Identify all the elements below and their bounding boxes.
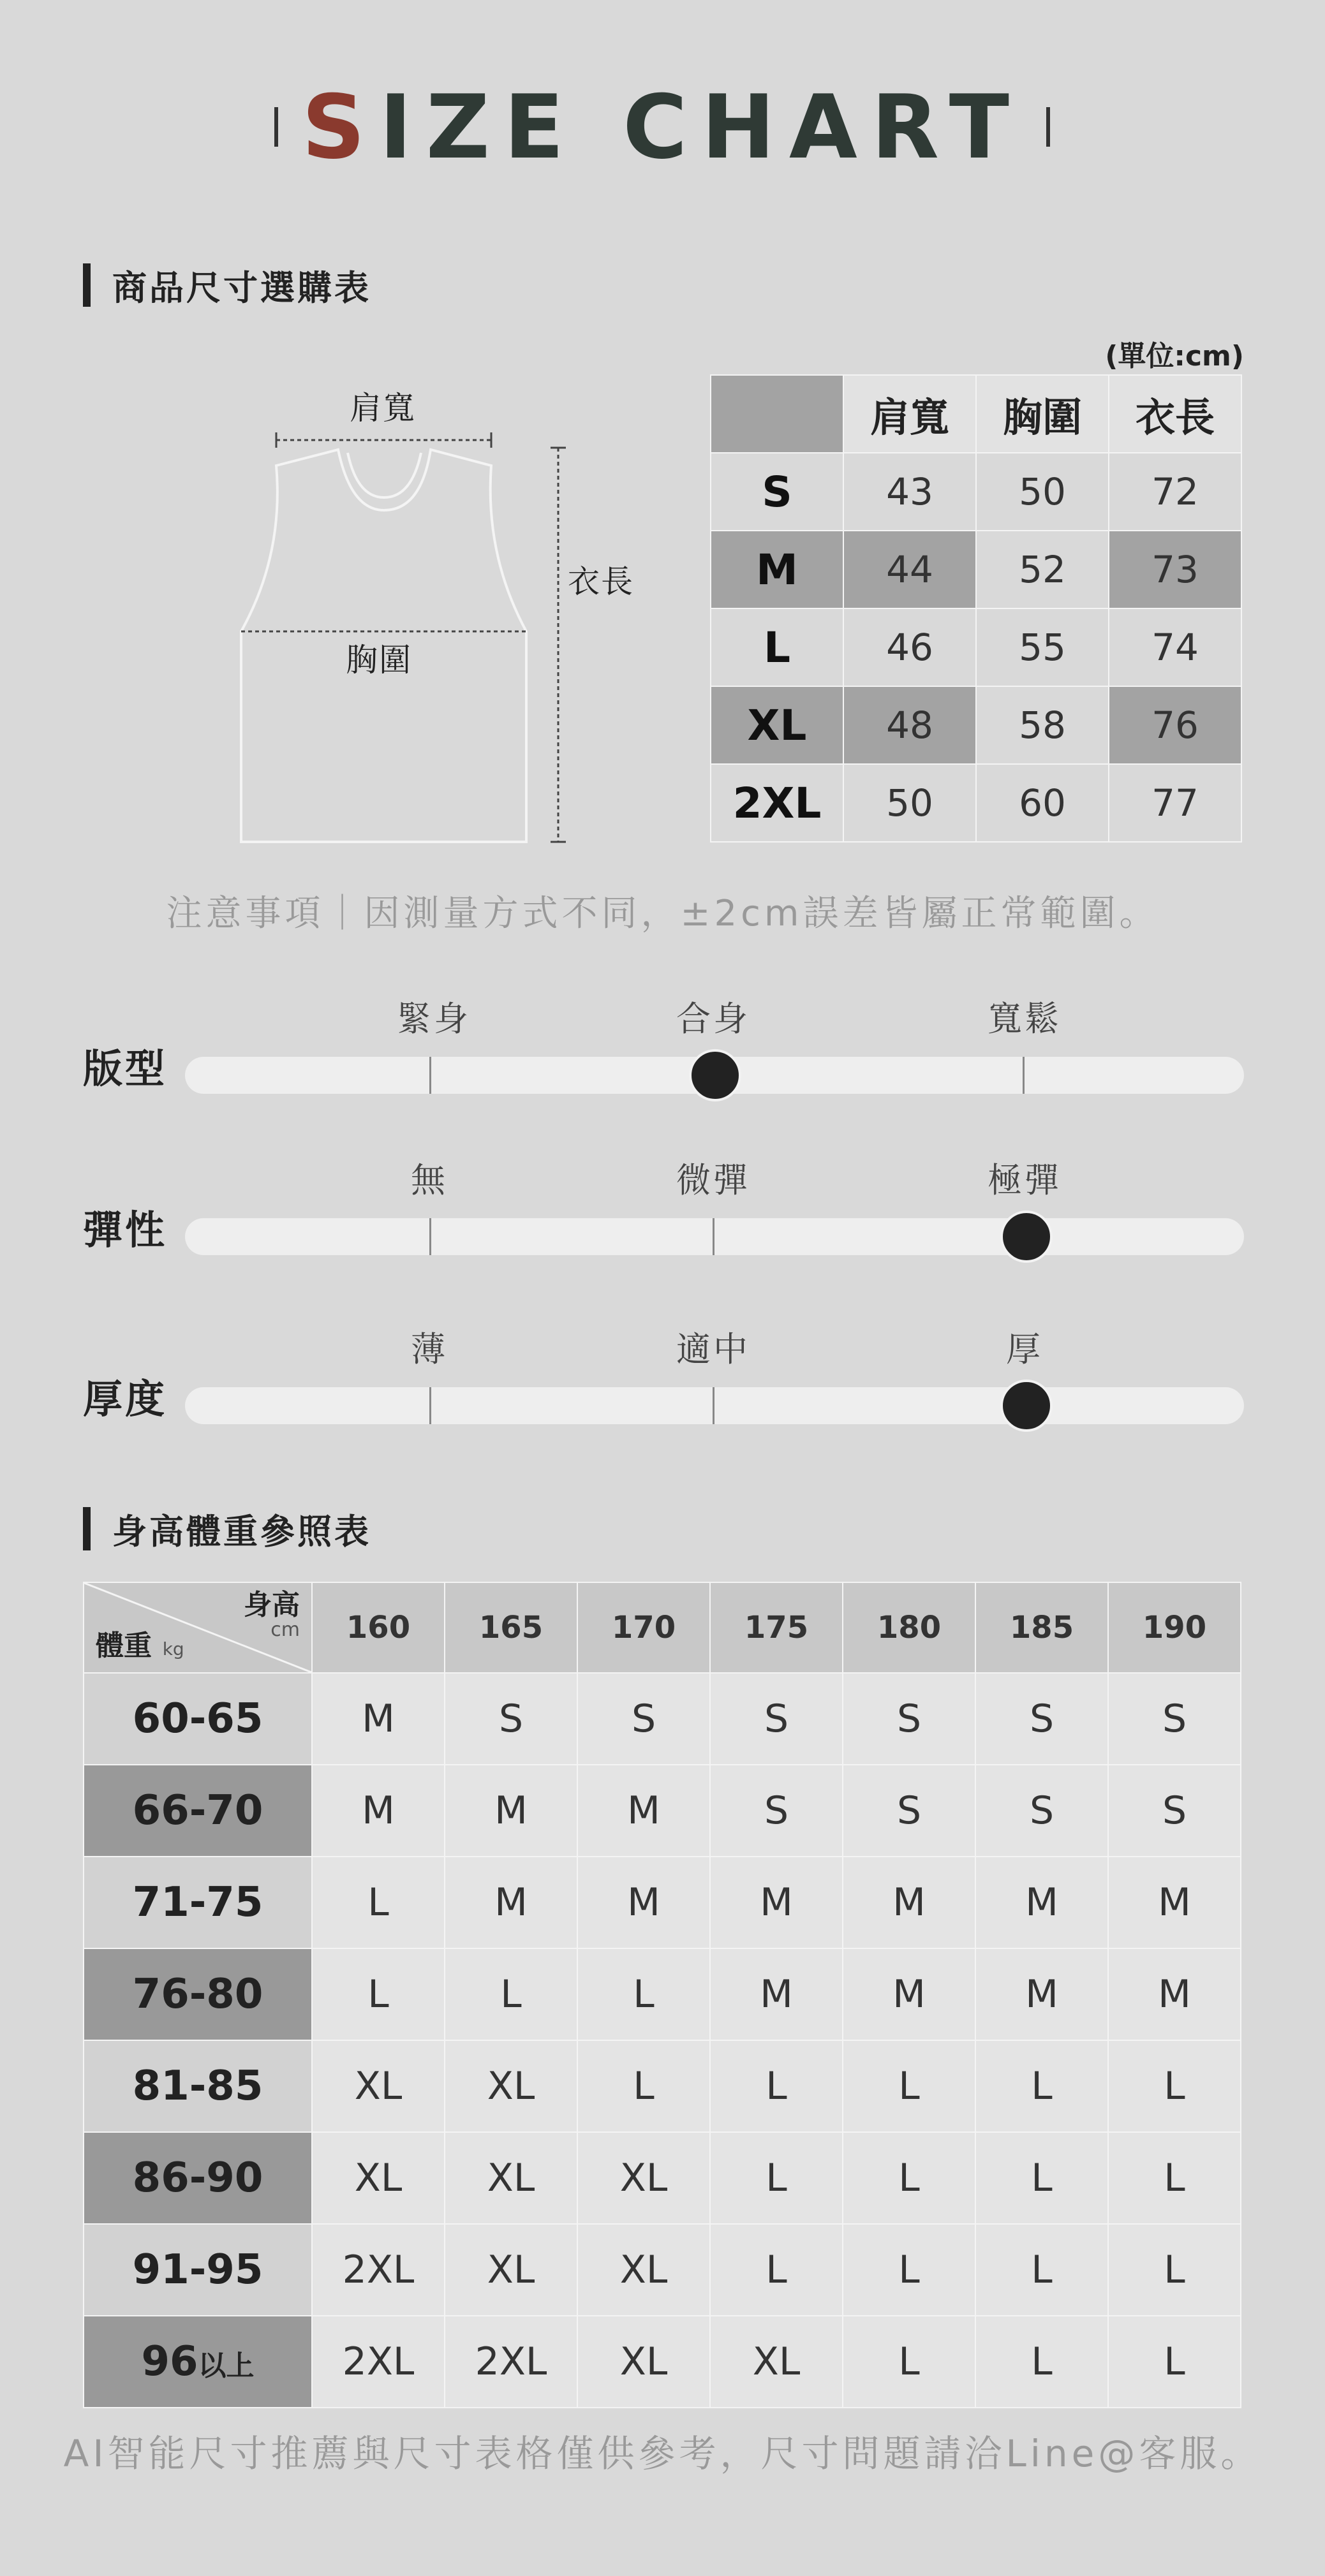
- height-header: 170: [577, 1582, 710, 1673]
- table-cell: 58: [976, 686, 1109, 764]
- size-cell: L: [710, 2132, 843, 2224]
- size-cell: M: [1108, 1857, 1241, 1948]
- weight-label: 86-90: [84, 2132, 312, 2224]
- unit-label: (單位:cm): [1105, 340, 1244, 372]
- height-weight-table-body: [84, 1673, 1241, 2408]
- slider-option: 薄: [411, 1329, 448, 1369]
- table-cell: 43: [843, 453, 976, 531]
- title-divider-right: [1046, 107, 1050, 147]
- size-label: XL: [711, 686, 843, 764]
- table-row: [84, 2040, 1241, 2132]
- size-cell: M: [445, 1857, 577, 1948]
- size-cell: L: [1108, 2132, 1241, 2224]
- size-cell: 2XL: [312, 2316, 445, 2408]
- table-cell: 46: [843, 608, 976, 686]
- header-chest: 胸圍: [976, 375, 1109, 453]
- size-cell: S: [975, 1673, 1108, 1765]
- size-cell: M: [312, 1765, 445, 1857]
- size-cell: S: [710, 1765, 843, 1857]
- size-cell: S: [710, 1673, 843, 1765]
- tank-top-diagram: [236, 383, 670, 848]
- size-cell: L: [710, 2040, 843, 2132]
- section-bar: [83, 1507, 91, 1550]
- size-cell: XL: [577, 2224, 710, 2316]
- size-cell: L: [1108, 2040, 1241, 2132]
- section-heading: 身高體重參照表: [112, 1511, 371, 1552]
- shoulder-label: 肩寬: [350, 390, 416, 427]
- height-header: 180: [843, 1582, 975, 1673]
- slider-option: 緊身: [397, 999, 471, 1039]
- chest-label: 胸圍: [346, 642, 412, 679]
- corner-weight: 體重 kg: [96, 1630, 184, 1662]
- size-cell: 2XL: [312, 2224, 445, 2316]
- size-cell: XL: [445, 2132, 577, 2224]
- weight-label: 81-85: [84, 2040, 312, 2132]
- size-cell: M: [843, 1948, 975, 2040]
- slider-option: 微彈: [676, 1160, 750, 1200]
- slider-knob: [1000, 1211, 1053, 1263]
- slider-option: 厚: [1006, 1329, 1043, 1369]
- table-row: [84, 2132, 1241, 2224]
- table-cell: 55: [976, 608, 1109, 686]
- size-cell: M: [445, 1765, 577, 1857]
- slider-tick: [1023, 1057, 1025, 1094]
- table-cell: 50: [976, 453, 1109, 531]
- size-cell: S: [445, 1673, 577, 1765]
- slider-option: 寬鬆: [988, 999, 1062, 1039]
- size-cell: XL: [445, 2040, 577, 2132]
- size-cell: L: [1108, 2224, 1241, 2316]
- slider-tick: [429, 1218, 431, 1255]
- table-row: [711, 453, 1241, 531]
- height-header: 165: [445, 1582, 577, 1673]
- weight-label: 96以上: [84, 2316, 312, 2408]
- size-cell: L: [843, 2316, 975, 2408]
- slider-track: [185, 1218, 1244, 1255]
- slider-option: 合身: [676, 999, 750, 1039]
- weight-label: 60-65: [84, 1673, 312, 1765]
- weight-label: 76-80: [84, 1948, 312, 2040]
- title-text: SIZE CHART: [302, 76, 1023, 179]
- size-cell: S: [577, 1673, 710, 1765]
- size-label: M: [711, 531, 843, 608]
- slider-track: [185, 1057, 1244, 1094]
- weight-label: 91-95: [84, 2224, 312, 2316]
- table-row: [711, 608, 1241, 686]
- height-header: 160: [312, 1582, 445, 1673]
- size-cell: M: [577, 1857, 710, 1948]
- table-row: [711, 686, 1241, 764]
- table-cell: 48: [843, 686, 976, 764]
- table-cell: 73: [1109, 531, 1241, 608]
- size-cell: L: [975, 2040, 1108, 2132]
- size-cell: L: [843, 2224, 975, 2316]
- size-cell: L: [445, 1948, 577, 2040]
- size-cell: XL: [445, 2224, 577, 2316]
- size-cell: S: [975, 1765, 1108, 1857]
- size-cell: XL: [577, 2132, 710, 2224]
- table-cell: 50: [843, 764, 976, 842]
- slider-tick: [713, 1387, 714, 1424]
- product-size-section-header: [83, 263, 371, 307]
- table-cell: 44: [843, 531, 976, 608]
- size-cell: XL: [312, 2040, 445, 2132]
- slider-label: 厚度: [83, 1376, 168, 1422]
- table-cell: 77: [1109, 764, 1241, 842]
- table-cell: 60: [976, 764, 1109, 842]
- table-row: [711, 531, 1241, 608]
- table-cell: 72: [1109, 453, 1241, 531]
- size-cell: M: [1108, 1948, 1241, 2040]
- section-heading: 商品尺寸選購表: [112, 267, 371, 308]
- height-weight-table: [83, 1582, 1241, 2408]
- table-cell: 74: [1109, 608, 1241, 686]
- section-bar: [83, 263, 91, 307]
- tank-top-icon: [236, 383, 670, 848]
- height-header: 185: [975, 1582, 1108, 1673]
- slider-knob: [1000, 1380, 1053, 1432]
- size-cell: 2XL: [445, 2316, 577, 2408]
- size-cell: M: [710, 1857, 843, 1948]
- height-header: 190: [1108, 1582, 1241, 1673]
- size-cell: L: [1108, 2316, 1241, 2408]
- measurement-note: 注意事項｜因測量方式不同，±2cm誤差皆屬正常範圍。: [166, 893, 1159, 934]
- size-cell: M: [843, 1857, 975, 1948]
- size-cell: XL: [710, 2316, 843, 2408]
- size-cell: S: [1108, 1673, 1241, 1765]
- size-cell: M: [312, 1673, 445, 1765]
- table-header-row: [711, 375, 1241, 453]
- size-label: 2XL: [711, 764, 843, 842]
- size-label: S: [711, 453, 843, 531]
- page-title: [0, 77, 1325, 179]
- table-row: [84, 1948, 1241, 2040]
- slider-option: 無: [411, 1160, 448, 1200]
- size-cell: S: [1108, 1765, 1241, 1857]
- size-cell: L: [975, 2224, 1108, 2316]
- corner-height: 身高 cm: [244, 1589, 300, 1642]
- table-row: [84, 2316, 1241, 2408]
- slider-label: 彈性: [83, 1207, 168, 1253]
- elasticity-slider: [83, 1153, 1244, 1262]
- slider-track: [185, 1387, 1244, 1424]
- slider-option: 極彈: [988, 1160, 1062, 1200]
- slider-label: 版型: [83, 1045, 168, 1092]
- size-cell: L: [710, 2224, 843, 2316]
- size-cell: XL: [312, 2132, 445, 2224]
- table-row: [84, 2224, 1241, 2316]
- header-length: 衣長: [1109, 375, 1241, 453]
- table-cell: 76: [1109, 686, 1241, 764]
- table-row: [84, 1857, 1241, 1948]
- table-row: [84, 1765, 1241, 1857]
- measurement-table: [710, 374, 1242, 843]
- size-cell: M: [710, 1948, 843, 2040]
- weight-label: 71-75: [84, 1857, 312, 1948]
- table-row: [84, 1673, 1241, 1765]
- fit-slider: [83, 992, 1244, 1100]
- size-cell: M: [975, 1948, 1108, 2040]
- slider-tick: [429, 1057, 431, 1094]
- table-corner: [84, 1582, 312, 1673]
- size-cell: L: [975, 2316, 1108, 2408]
- table-cell: 52: [976, 531, 1109, 608]
- footer-note: AI智能尺寸推薦與尺寸表格僅供參考，尺寸問題請洽Line@客服。: [63, 2432, 1262, 2475]
- height-header: 175: [710, 1582, 843, 1673]
- slider-option: 適中: [676, 1329, 750, 1369]
- slider-knob: [689, 1049, 741, 1101]
- size-cell: XL: [577, 2316, 710, 2408]
- size-cell: L: [843, 2132, 975, 2224]
- size-cell: L: [843, 2040, 975, 2132]
- size-cell: L: [312, 1857, 445, 1948]
- size-cell: L: [577, 1948, 710, 2040]
- size-cell: L: [975, 2132, 1108, 2224]
- weight-label: 66-70: [84, 1765, 312, 1857]
- size-cell: L: [312, 1948, 445, 2040]
- table-row: [711, 764, 1241, 842]
- slider-tick: [713, 1218, 714, 1255]
- size-cell: M: [577, 1765, 710, 1857]
- thickness-slider: [83, 1322, 1244, 1431]
- length-label: 衣長: [568, 563, 634, 600]
- height-weight-section-header: [83, 1506, 371, 1551]
- size-label: L: [711, 608, 843, 686]
- size-cell: L: [577, 2040, 710, 2132]
- table-header-row: [84, 1582, 1241, 1673]
- size-cell: S: [843, 1673, 975, 1765]
- header-shoulder: 肩寬: [843, 375, 976, 453]
- header-blank: [711, 375, 843, 453]
- slider-tick: [429, 1387, 431, 1424]
- size-cell: S: [843, 1765, 975, 1857]
- size-cell: M: [975, 1857, 1108, 1948]
